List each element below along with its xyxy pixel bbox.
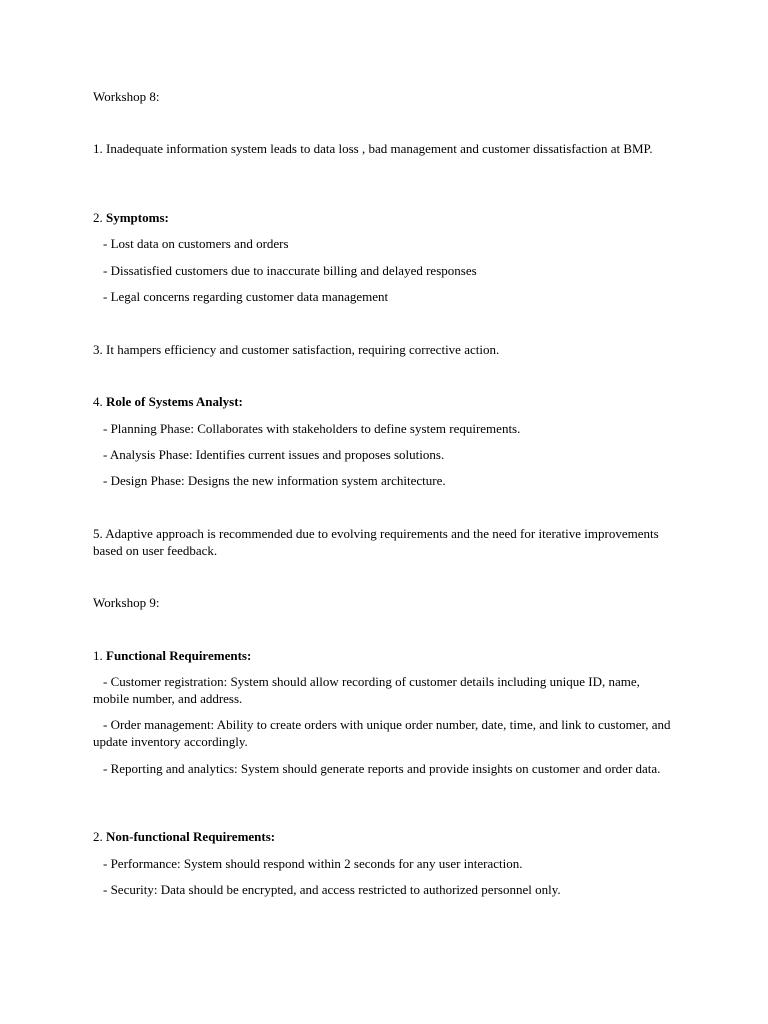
analyst-role-item: - Analysis Phase: Identifies current issues and proposes solutions. (103, 447, 445, 462)
symptom-item: - Dissatisfied customers due to inaccurate billing and delayed responses (103, 263, 477, 278)
functional-requirements-heading: Functional Requirements: (106, 648, 252, 663)
workshop-8-title: Workshop 8: (93, 89, 160, 104)
functional-requirement-item: - Customer registration: System should allow recording of customer details including unique ID, name, mobile number, and address. (93, 674, 640, 706)
functional-requirement-item: - Reporting and analytics: System should generate reports and provide insights on customer and order data. (103, 761, 661, 776)
symptom-item: - Legal concerns regarding customer data management (103, 289, 389, 304)
w9-item-1-heading: 1. Functional Requirements: (93, 648, 252, 663)
w9-item-2-heading: 2. Non-functional Requirements: (93, 829, 276, 844)
symptoms-heading: Symptoms: (106, 210, 169, 225)
non-functional-requirement-item: - Security: Data should be encrypted, and access restricted to authorized personnel only. (103, 882, 561, 897)
w8-item-1: 1. Inadequate information system leads to data loss , bad management and customer dissatisfaction at BMP. (93, 141, 653, 156)
analyst-role-item: - Planning Phase: Collaborates with stakeholders to define system requirements. (103, 421, 521, 436)
workshop-9-title: Workshop 9: (93, 595, 160, 610)
non-functional-requirements-heading: Non-functional Requirements: (106, 829, 276, 844)
w8-item-4-heading: 4. Role of Systems Analyst: (93, 394, 243, 409)
symptom-item: - Lost data on customers and orders (103, 236, 289, 251)
w8-item-2-heading: 2. Symptoms: (93, 210, 169, 225)
analyst-role-item: - Design Phase: Designs the new information system architecture. (103, 473, 446, 488)
w8-item-5: 5. Adaptive approach is recommended due to evolving requirements and the need for iterative improvements based on user feedback. (93, 526, 659, 558)
w8-item-3: 3. It hampers efficiency and customer satisfaction, requiring corrective action. (93, 342, 500, 357)
systems-analyst-heading: Role of Systems Analyst: (106, 394, 243, 409)
non-functional-requirement-item: - Performance: System should respond within 2 seconds for any user interaction. (103, 856, 523, 871)
functional-requirement-item: - Order management: Ability to create orders with unique order number, date, time, and link to customer, and update inventory accordingly. (93, 717, 671, 749)
